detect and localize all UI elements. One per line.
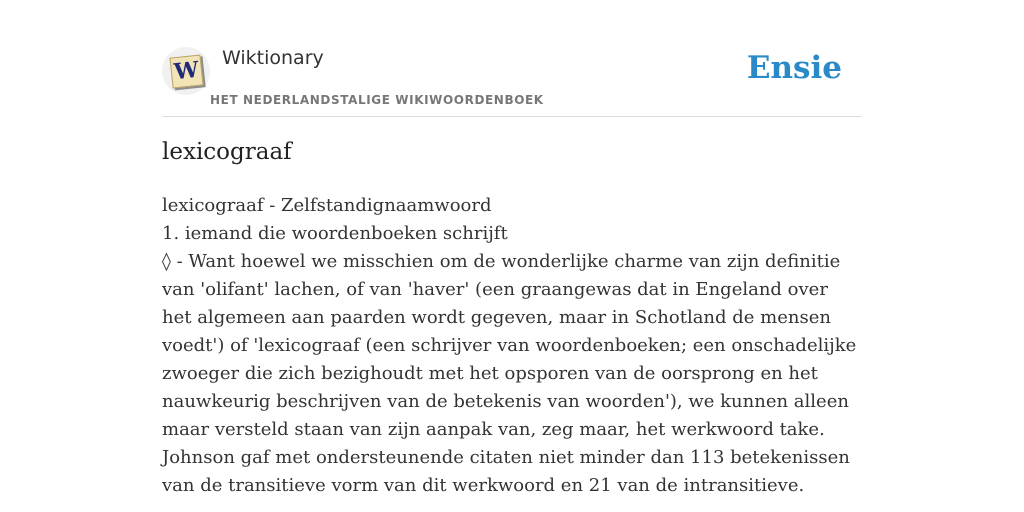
site-name-link[interactable]: Wiktionary [222,47,324,69]
example-quote: ◊ - Want hoewel we misschien om de wonderlijke charme van zijn definitie van 'olifant' lachen, of van 'haver' (een graangewas dat in Engeland over het algemeen aan paarden wordt gegeven, maar in Schotland de mensen voedt') of 'lexicograaf (een schrijver van woordenboeken; een onschadelijke zwoeger die zich bezighoudt met het opsporen van de oorsprong en het nauwkeurig beschrijven van de betekenis van woorden'), we kunnen alleen maar versteld staan van zijn aanpak van, zeg maar, het werkwoord take. Johnson gaf met ondersteunende citaten niet minder dan 113 betekenissen van de transitieve vorm van dit werkwoord en 21 van de intransitieve. [162,251,857,496]
logo-letter: W [172,56,201,86]
entry-body [162,192,862,500]
site-header [162,0,862,117]
page-title: lexicograaf [162,139,292,165]
ensie-brand-link[interactable]: Ensie [746,50,842,86]
page-container [162,0,862,512]
site-subtitle: HET NEDERLANDSTALIGE WIKIWOORDENBOEK [210,93,544,107]
part-of-speech-line: lexicograaf - Zelfstandignaamwoord [162,195,492,216]
wiktionary-tile-icon [169,54,203,88]
definition-line: 1. iemand die woordenboeken schrijft [162,223,508,244]
wiktionary-logo[interactable] [162,47,210,95]
